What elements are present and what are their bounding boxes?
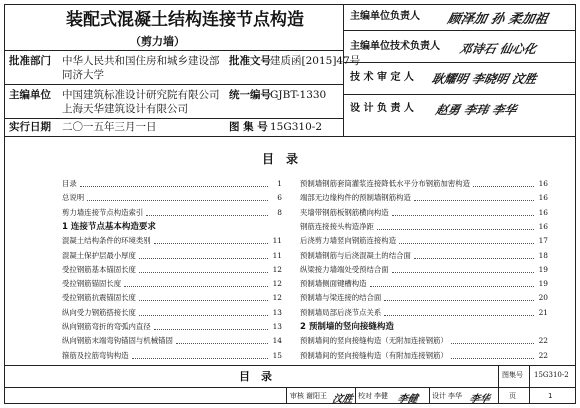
document-title: 装配式混凝土结构连接节点构造 (66, 10, 304, 30)
toc-entry[interactable]: 夹墙带钢筋板钢筋横向构造 (300, 207, 389, 217)
toc-entry[interactable]: 预制墙钢筋套筒灌浆连接降低水平分布钢筋加密构造 (300, 179, 470, 188)
toc-entry[interactable]: 预制墙钢筋与后浇混凝土的结合面 (300, 250, 411, 260)
toc-entry[interactable]: 混凝土结构条件的环境类别 (62, 236, 151, 246)
toc-leader (451, 343, 534, 344)
toc-page-number: 12 (272, 264, 282, 274)
toc-leader (146, 215, 268, 216)
toc-entry[interactable]: 纵向钢筋弯折的弯弧内直径 (62, 322, 151, 331)
toc-leader (414, 258, 534, 259)
responsible-rule (343, 30, 576, 31)
atlas-no-value: 15G310-2 (270, 121, 323, 133)
toc-page-number: 8 (277, 207, 282, 217)
impl-date-label: 实行日期 (9, 121, 51, 133)
page-label: 页 (509, 392, 516, 400)
approve-doc-label: 批准文号 (229, 55, 271, 67)
signature-1: 顾泽加 孙 柔加祖 (445, 12, 550, 27)
toc-leader (80, 186, 268, 187)
toc-page-number: 16 (538, 193, 548, 203)
signature-2: 邓诗石 仙心化 (458, 42, 538, 56)
approve-dept-label: 批准部门 (9, 55, 51, 67)
toc-page-number: 13 (272, 322, 282, 331)
toc-leader (132, 358, 268, 359)
toc-leader (154, 243, 268, 244)
toc-page-number: 19 (538, 279, 548, 289)
toc-leader (384, 315, 534, 316)
toc-page-number: 19 (538, 264, 548, 274)
header-divider (343, 4, 344, 136)
toc-page-number: 12 (272, 279, 282, 289)
toc-entry[interactable]: 预制墙间的竖向接缝构造（无附加连接钢筋） (300, 336, 448, 346)
unified-no-label: 统一编号 (229, 89, 271, 101)
toc-entry[interactable]: 预制墙与梁连接的结合面 (300, 293, 382, 303)
toc-leader (87, 200, 268, 201)
toc-page-number: 11 (272, 236, 282, 246)
toc-page-number: 12 (272, 293, 282, 303)
responsible-label-2: 主编单位技术负责人 (350, 41, 440, 52)
titleblock-cell-rule (286, 387, 287, 404)
approve-dept-value-2: 同济大学 (62, 69, 104, 81)
design-label: 设计 (432, 392, 446, 400)
toc-entry[interactable]: 受拉钢筋抗震锚固长度 (62, 293, 136, 303)
toc-entry[interactable]: 受拉钢筋基本锚固长度 (62, 264, 136, 274)
toc-page-number: 21 (538, 307, 548, 317)
titleblock-top-rule (4, 365, 576, 366)
toc-page-number: 22 (538, 336, 548, 346)
toc-entry[interactable]: 端部无边缘构件的预制墙钢筋构造 (300, 193, 411, 203)
titleblock-atlas-label: 图集号 (502, 371, 523, 379)
titleblock-cell-rule (429, 387, 430, 404)
toc-leader (384, 300, 534, 301)
toc-page-number: 6 (277, 193, 282, 203)
check-signature: 李健 (396, 394, 419, 405)
toc-leader (139, 315, 268, 316)
toc-entry[interactable]: 后浇剪力墙竖向钢筋连接构造 (300, 236, 397, 246)
atlas-no-label: 图 集 号 (229, 121, 268, 133)
toc-page-number: 16 (538, 221, 548, 231)
titleblock-name: 目 录 (239, 370, 272, 383)
toc-page-number: 11 (272, 250, 282, 260)
toc-entry[interactable]: 纵向受力钢筋搭接长度 (62, 307, 136, 317)
toc-leader (139, 258, 268, 259)
check-name: 李健 (374, 392, 388, 400)
titleblock-atlas-value: 15G310-2 (534, 371, 569, 379)
toc-leader (392, 272, 534, 273)
check-label: 校对 (358, 392, 372, 400)
toc-section-heading: 1 连接节点基本构造要求 (62, 221, 156, 232)
header-rule (4, 118, 343, 119)
approve-dept-value-1: 中华人民共和国住房和城乡建设部 (62, 55, 220, 67)
toc-leader (370, 286, 534, 287)
toc-entry[interactable]: 预制墙间的竖向接缝构造（有附加连接钢筋） (300, 350, 448, 360)
toc-page-number: 13 (272, 307, 282, 317)
toc-leader (124, 286, 268, 287)
toc-leader (473, 186, 534, 187)
design-signature: 李华 (468, 394, 491, 405)
toc-leader (399, 243, 534, 244)
toc-page-number: 20 (538, 293, 548, 303)
responsible-rule (343, 94, 576, 95)
toc-entry[interactable]: 纵梁接力墙端处受预结合面 (300, 264, 389, 274)
toc-heading: 目 录 (262, 152, 299, 166)
toc-page-number: 16 (538, 207, 548, 217)
responsible-label-1: 主编单位负责人 (350, 11, 420, 22)
toc-entry[interactable]: 混凝土保护层最小厚度 (62, 250, 136, 260)
editor-unit-value-2: 上海天华建筑设计有限公司 (62, 103, 188, 115)
titleblock-cell-rule (355, 387, 356, 404)
toc-entry[interactable]: 剪力墙连接节点构造索引 (62, 207, 144, 217)
toc-entry[interactable]: 箍筋及拉筋弯钩构造 (62, 350, 129, 360)
signature-3: 耿耀明 李晓明 汶胜 (430, 72, 538, 86)
toc-entry[interactable]: 钢筋连接接头构造净距 (300, 221, 374, 231)
toc-page-number: 18 (538, 250, 548, 260)
toc-entry[interactable]: 总说明 (62, 193, 85, 203)
design-name: 李华 (448, 392, 462, 400)
toc-page-number: 16 (538, 179, 548, 188)
responsible-label-3: 技 术 审 定 人 (350, 72, 414, 83)
signature-4: 赵勇 李玮 李华 (434, 103, 518, 117)
page-value: 1 (548, 392, 553, 400)
review-signature: 汶胜 (331, 394, 354, 405)
toc-entry[interactable]: 受拉钢筋锚固长度 (62, 279, 122, 289)
editor-unit-label: 主编单位 (9, 89, 51, 101)
toc-leader (176, 343, 268, 344)
toc-entry[interactable]: 预制墙局部后浇节点关系 (300, 307, 382, 317)
unified-no-value: GJBT-1330 (270, 89, 327, 101)
document-subtitle: （剪力墙） (130, 35, 185, 48)
toc-leader (139, 300, 268, 301)
toc-page-number: 1 (277, 179, 282, 188)
toc-entry[interactable]: 预制墙侧面键槽构造 (300, 279, 367, 289)
toc-leader (414, 200, 534, 201)
toc-page-number: 22 (538, 350, 548, 360)
toc-page-number: 15 (272, 350, 282, 360)
editor-unit-value-1: 中国建筑标准设计研究院有限公司 (62, 89, 220, 101)
titleblock-divider (529, 365, 530, 404)
header-rule (4, 84, 343, 85)
header-rule (4, 50, 343, 51)
toc-leader (139, 272, 268, 273)
titleblock-divider (498, 365, 499, 404)
toc-entry[interactable]: 目录 (62, 179, 77, 188)
impl-date-value: 二〇一五年三月一日 (62, 121, 157, 133)
review-name: 谢阳王 (306, 392, 327, 400)
approve-doc-value: 建质函[2015]47号 (270, 55, 361, 67)
review-label: 审核 (290, 392, 304, 400)
toc-page-number: 17 (538, 236, 548, 246)
toc-page-number: 14 (272, 336, 282, 346)
toc-section-heading: 2 预制墙的竖向接缝构造 (300, 322, 394, 332)
section-divider (4, 136, 576, 137)
toc-leader (377, 229, 534, 230)
titleblock-mid-rule (4, 387, 576, 388)
toc-leader (154, 329, 268, 330)
responsible-label-4: 设 计 负 责 人 (350, 103, 414, 114)
toc-leader (392, 215, 534, 216)
toc-entry[interactable]: 纵向钢筋末端弯钩锚固与机械锚固 (62, 336, 173, 346)
responsible-rule (343, 62, 576, 63)
toc-leader (451, 358, 534, 359)
